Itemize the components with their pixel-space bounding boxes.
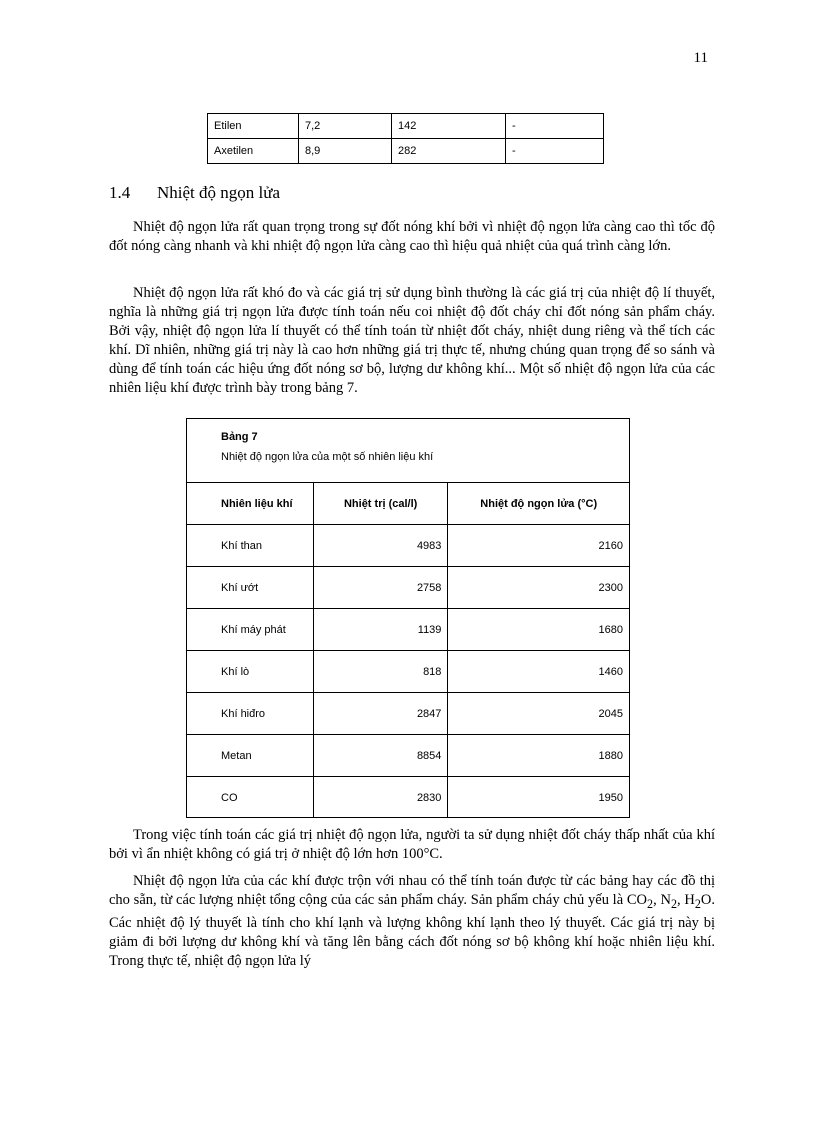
fuel-name: Khí ướt xyxy=(187,567,313,609)
table-title: Bảng 7 xyxy=(221,431,258,443)
page-number: 11 xyxy=(693,50,708,66)
paragraph xyxy=(109,872,715,971)
column-header: Nhiệt trị (cal/l) xyxy=(313,483,448,525)
paragraph-text: , N xyxy=(653,892,671,908)
table-row xyxy=(187,735,629,777)
heating-value: 8854 xyxy=(313,735,448,777)
table-cell: - xyxy=(506,114,604,139)
subscript: 2 xyxy=(694,896,701,911)
column-header: Nhiệt độ ngọn lửa (°C) xyxy=(480,497,598,510)
table-cell: Etilen xyxy=(208,114,299,139)
fuel-name: Khí than xyxy=(187,525,313,567)
subscript: 2 xyxy=(670,896,677,911)
heating-value: 4983 xyxy=(313,525,448,567)
paragraph-text: O. Các nhiệt độ lý thuyết là tính cho khí lạnh và lượng không khí lạnh theo lý thuyết. Các giá trị này bị giảm đi bởi lượng dư không khí và tăng lên bằng cách đốt nóng sơ bộ không khí hoặc nhiên liệu khí. Trong thực tế, nhiệt độ ngọn lửa lý xyxy=(109,892,715,969)
subscript: 2 xyxy=(647,896,654,911)
table-row xyxy=(187,693,629,735)
table-subtitle: Nhiệt độ ngọn lửa của một số nhiên liệu khí xyxy=(221,451,434,463)
heating-value: 2758 xyxy=(313,567,448,609)
table-row xyxy=(208,139,604,164)
table-cell: 8,9 xyxy=(299,139,392,164)
heating-value: 2847 xyxy=(313,693,448,735)
table-row xyxy=(208,114,604,139)
continued-table xyxy=(207,113,604,164)
table-cell: 142 xyxy=(392,114,506,139)
fuel-name: Khí hiđro xyxy=(187,693,313,735)
fuel-name: Metan xyxy=(187,735,313,777)
paragraph: Nhiệt độ ngọn lửa rất khó đo và các giá trị sử dụng bình thường là các giá trị của nhiệt độ lí thuyết, nghĩa là những giá trị ngọn lửa được tính toán nếu coi nhiệt độ đốt cháy chỉ đốt nóng sản phẩm cháy. Bởi vậy, nhiệt độ ngọn lửa lí thuyết có thể tính toán từ nhiệt đốt cháy, nhiệt dung riêng và thể tích các khí. Dĩ nhiên, những giá trị này là cao hơn những giá trị thực tế, nhưng chúng quan trọng để so sánh và dùng để tính toán các hiệu ứng đốt nóng sơ bộ, lượng dư không khí... Một số nhiệt độ ngọn lửa của các nhiên liệu khí được trình bày trong bảng 7. xyxy=(109,285,715,396)
fuel-name: Khí lò xyxy=(187,651,313,693)
table-cell: Axetilen xyxy=(208,139,299,164)
flame-temperature-table xyxy=(187,483,629,818)
table-row xyxy=(187,525,629,567)
paragraph-text: , H xyxy=(676,892,695,908)
table-header-row xyxy=(187,483,629,525)
flame-temperature: 2045 xyxy=(448,693,629,735)
table-row xyxy=(187,609,629,651)
table-caption xyxy=(187,419,629,483)
fuel-name: Khí máy phát xyxy=(187,609,313,651)
fuel-name: CO xyxy=(187,777,313,819)
flame-temperature: 1880 xyxy=(448,735,629,777)
table-row xyxy=(187,777,629,819)
paragraph-text: Nhiệt độ ngọn lửa của các khí được trộn với nhau có thể tính toán được từ các bảng hay các đồ thị cho sẵn, từ các lượng nhiệt tổng cộng của các sản phẩm cháy. Sản phẩm cháy chủ yếu là CO xyxy=(109,873,715,908)
heating-value: 1139 xyxy=(313,609,448,651)
section-title: Nhiệt độ ngọn lửa xyxy=(157,183,281,202)
flame-temperature: 1680 xyxy=(448,609,629,651)
flame-temperature: 1950 xyxy=(448,777,629,819)
section-heading xyxy=(109,183,280,203)
table-7 xyxy=(186,418,630,818)
flame-temperature: 2300 xyxy=(448,567,629,609)
table-row xyxy=(187,651,629,693)
paragraph: Trong việc tính toán các giá trị nhiệt độ ngọn lửa, người ta sử dụng nhiệt đốt cháy thấp nhất của khí bởi vì ẩn nhiệt không có giá trị ở nhiệt độ lớn hơn 100°C. xyxy=(109,827,715,862)
table-cell: - xyxy=(506,139,604,164)
heating-value: 2830 xyxy=(313,777,448,819)
section-number: 1.4 xyxy=(109,183,131,202)
flame-temperature: 2160 xyxy=(448,525,629,567)
table-cell: 282 xyxy=(392,139,506,164)
flame-temperature: 1460 xyxy=(448,651,629,693)
table-row xyxy=(187,567,629,609)
heating-value: 818 xyxy=(313,651,448,693)
paragraph: Nhiệt độ ngọn lửa rất quan trọng trong sự đốt nóng khí bởi vì nhiệt độ ngọn lửa càng cao thì tốc độ đốt nóng càng nhanh và khi nhiệt độ ngọn lửa càng cao thì hiệu quả nhiệt của quá trình càng lớn. xyxy=(109,219,715,254)
column-header: Nhiên liệu khí xyxy=(187,483,313,525)
table-cell: 7,2 xyxy=(299,114,392,139)
